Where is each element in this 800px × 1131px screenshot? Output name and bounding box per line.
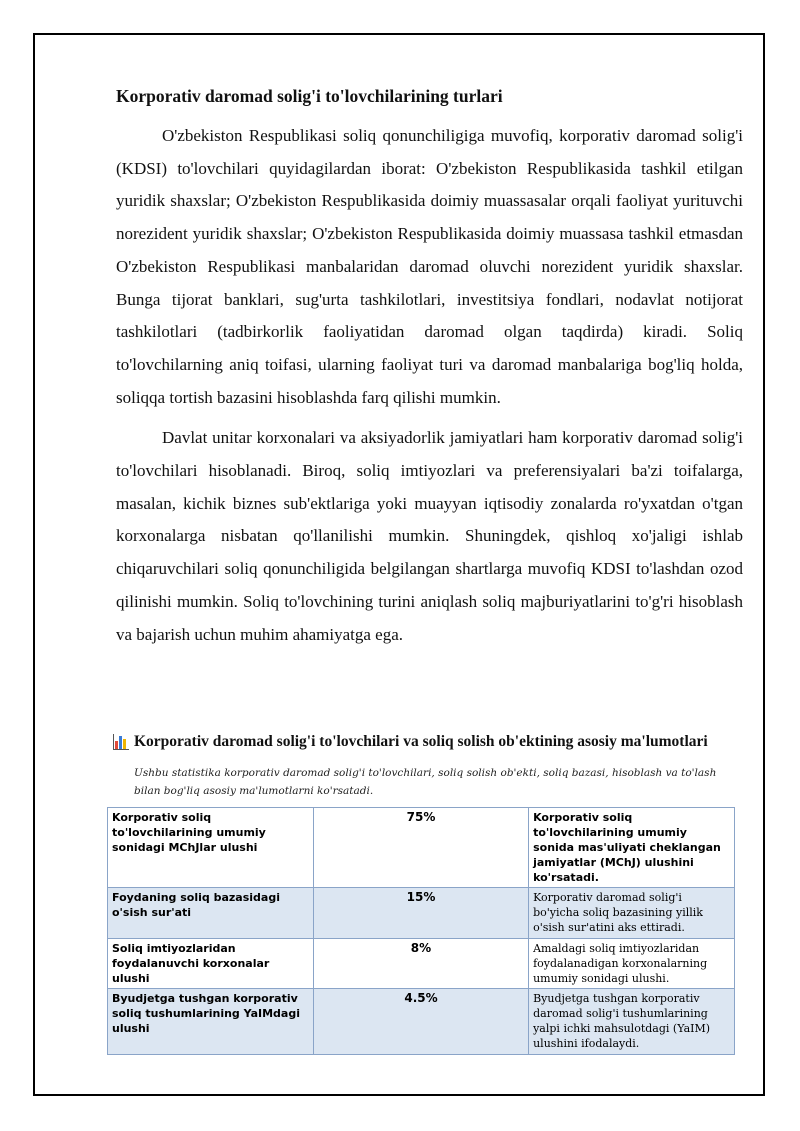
table-row: [108, 939, 735, 989]
row-note: Amaldagi soliq imtiyozlaridan foydalanadigan korxonalarning umumiy sonidagi ulushi.: [529, 939, 735, 989]
row-value: 75%: [313, 808, 528, 888]
row-label: Byudjetga tushgan korporativ soliq tushumlarining YaIMdagi ulushi: [108, 989, 314, 1055]
row-value: 4.5%: [313, 989, 528, 1055]
paragraph-2: Davlat unitar korxonalari va aksiyadorlik jamiyatlari ham korporativ daromad solig'i to'lovchilari hisoblanadi. Biroq, soliq imtiyozlari va preferensiyalari ba'zi toifalarga, masalan, kichik biznes sub'ektlariga yoki muayyan iqtisodiy zonalarda ro'yxatdan o'tgan korxonalarga nisbatan qo'llanilishi mumkin. Shuningdek, qishloq xo'jaligi ishlab chiqaruvchilari soliq qonunchiligida belgilangan shartlarga muvofiq KDSI to'lashdan ozod qilinishi mumkin. Soliq to'lovchining turini aniqlash soliq majburiyatlarini to'g'ri hisoblash va bajarish uchun muhim ahamiyatga ega.: [116, 428, 743, 644]
row-value: 15%: [313, 888, 528, 939]
stats-title: [113, 733, 753, 751]
section-heading: Korporativ daromad solig'i to'lovchilarining turlari: [116, 86, 503, 106]
row-note: Byudjetga tushgan korporativ daromad solig'i tushumlarining yalpi ichki mahsulotdagi (YaIM) ulushini ifodalaydi.: [529, 989, 735, 1055]
stats-title-text: Korporativ daromad solig'i to'lovchilari va soliq solish ob'ektining asosiy ma'lumotlari: [134, 733, 708, 750]
row-label: Korporativ soliq to'lovchilarining umumiy sonidagi MChJlar ulushi: [108, 808, 314, 888]
bar-chart-icon: [113, 734, 129, 750]
document-body: [116, 82, 743, 659]
table-row: [108, 808, 735, 888]
row-label: Soliq imtiyozlaridan foydalanuvchi korxonalar ulushi: [108, 939, 314, 989]
table-row: [108, 888, 735, 939]
row-note: Korporativ soliq to'lovchilarining umumiy sonida mas'uliyati cheklangan jamiyatlar (MChJ) ulushini ko'rsatadi.: [529, 808, 735, 888]
stats-table: [107, 807, 735, 1055]
row-label: Foydaning soliq bazasidagi o'sish sur'ati: [108, 888, 314, 939]
row-value: 8%: [313, 939, 528, 989]
paragraph-1: O'zbekiston Respublikasi soliq qonunchiligiga muvofiq, korporativ daromad solig'i (KDSI) to'lovchilari quyidagilardan iborat: O'zbekiston Respublikasida tashkil etilgan yuridik shaxslar; O'zbekiston Respublikasida doimiy muassasalar orqali faoliyat yurituvchi norezident yuridik shaxslar; O'zbekiston Respublikasida doimiy muassasa tashkil etmasdan O'zbekiston Respublikasi manbalaridan daromad oluvchi norezident yuridik shaxslar. Bunga tijorat banklari, sug'urta tashkilotlari, investitsiya fondlari, nodavlat notijorat tashkilotlari (tadbirkorlik faoliyatidan daromad olgan taqdirda) kiradi. Soliq to'lovchilarning aniq toifasi, ularning faoliyat turi va daromad manbalariga bog'liq holda, soliqqa tortish bazasini hisoblashda farq qilishi mumkin.: [116, 126, 743, 407]
stats-description: Ushbu statistika korporativ daromad solig'i to'lovchilari, soliq solish ob'ekti, soliq bazasi, hisoblash va to'lash bilan bog'liq asosiy ma'lumotlarni ko'rsatadi.: [134, 767, 717, 797]
row-note: Korporativ daromad solig'i bo'yicha soliq bazasining yillik o'sish sur'atini aks ettiradi.: [529, 888, 735, 939]
table-row: [108, 989, 735, 1055]
